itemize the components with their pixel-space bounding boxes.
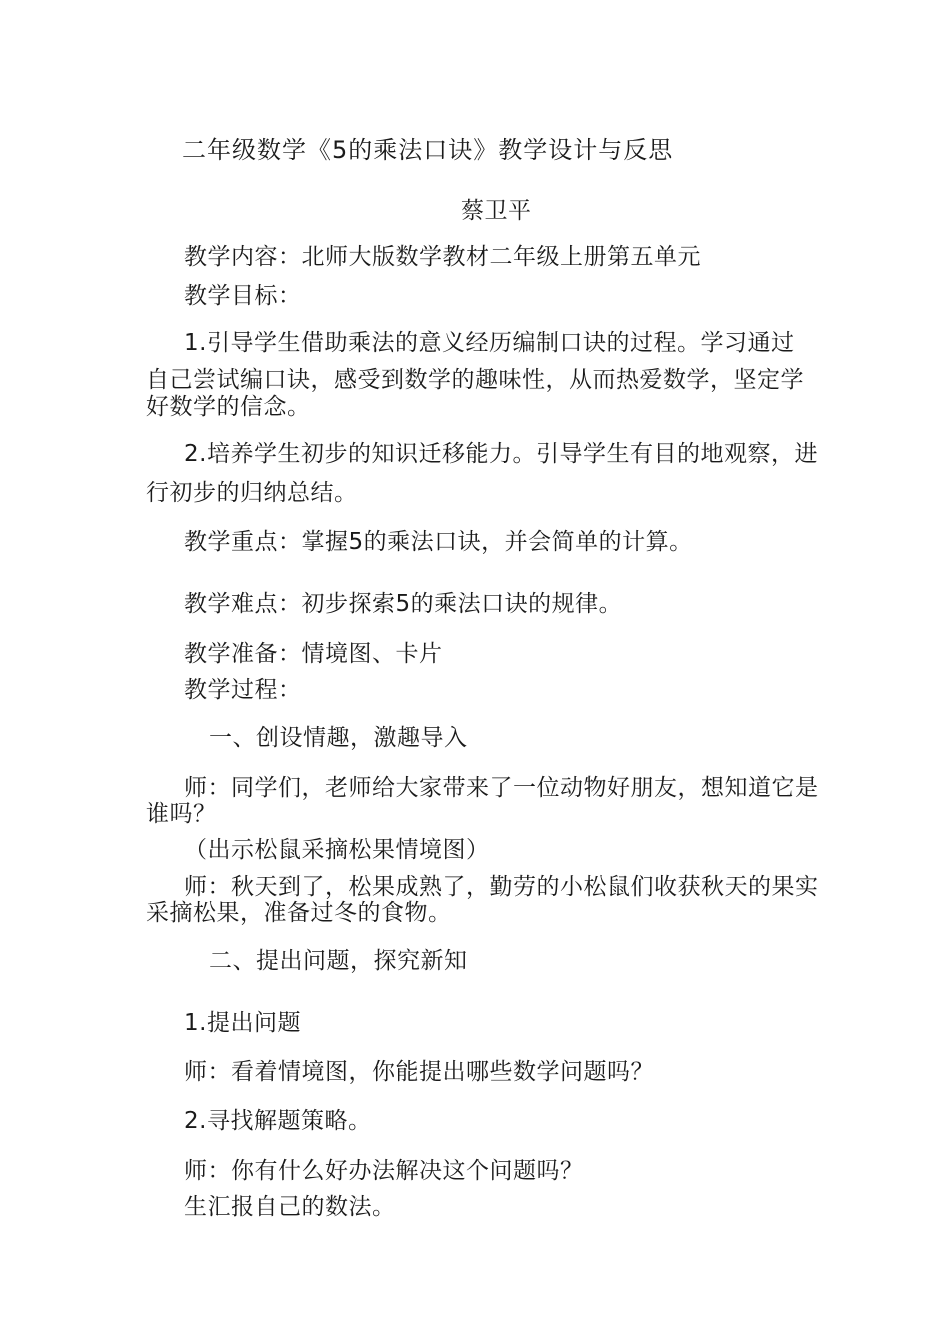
- goal-1-number: 1.: [184, 330, 207, 356]
- teacher-line-1b: 谁吗？: [146, 801, 217, 827]
- difficulty: 教学难点：初步探索5的乘法口诀的规律。: [184, 591, 623, 617]
- goal-2-line-2: 行初步的归纳总结。: [146, 480, 358, 506]
- key-point: 教学重点：掌握5的乘法口诀，并会简单的计算。: [184, 529, 693, 555]
- teacher-line-2a: 师：秋天到了，松果成熟了，勤劳的小松鼠们收获秋天的果实: [184, 874, 819, 900]
- student-report: 生汇报自己的数法。: [184, 1194, 396, 1220]
- teaching-goals-label: 教学目标：: [184, 283, 302, 309]
- author-name: 蔡卫平: [461, 198, 532, 224]
- goal-1-line-1: [184, 329, 794, 357]
- teacher-line-2b: 采摘松果，准备过冬的食物。: [146, 900, 452, 926]
- document-title: 二年级数学《5的乘法口诀》教学设计与反思: [182, 136, 674, 164]
- show-picture-note: （出示松鼠采摘松果情境图）: [184, 837, 490, 863]
- teaching-process-label: 教学过程：: [184, 677, 302, 703]
- teacher-line-1a: 师：同学们，老师给大家带来了一位动物好朋友，想知道它是: [184, 775, 819, 801]
- section-1-heading: 一、创设情趣，激趣导入: [209, 725, 468, 751]
- goal-2-text: 培养学生初步的知识迁移能力。引导学生有目的地观察，进: [206, 441, 818, 467]
- goal-2-line-1: [184, 440, 818, 468]
- goal-1-line-2: 自己尝试编口诀，感受到数学的趣味性，从而热爱数学，坚定学: [146, 367, 804, 393]
- teaching-content: 教学内容：北师大版数学教材二年级上册第五单元: [184, 244, 701, 270]
- goal-2-number: 2.: [184, 441, 207, 467]
- goal-1-line-3: 好数学的信念。: [146, 394, 311, 420]
- goal-1-text: 引导学生借助乘法的意义经历编制口诀的过程。学习通过: [206, 330, 795, 356]
- teacher-line-3: 师：看着情境图，你能提出哪些数学问题吗？: [184, 1059, 654, 1085]
- section-2-heading: 二、提出问题，探究新知: [209, 948, 468, 974]
- step-1: 1.提出问题: [184, 1010, 301, 1036]
- teacher-line-4: 师：你有什么好办法解决这个问题吗？: [184, 1158, 584, 1184]
- step-2: 2.寻找解题策略。: [184, 1108, 372, 1134]
- teaching-preparation: 教学准备：情境图、卡片: [184, 641, 443, 667]
